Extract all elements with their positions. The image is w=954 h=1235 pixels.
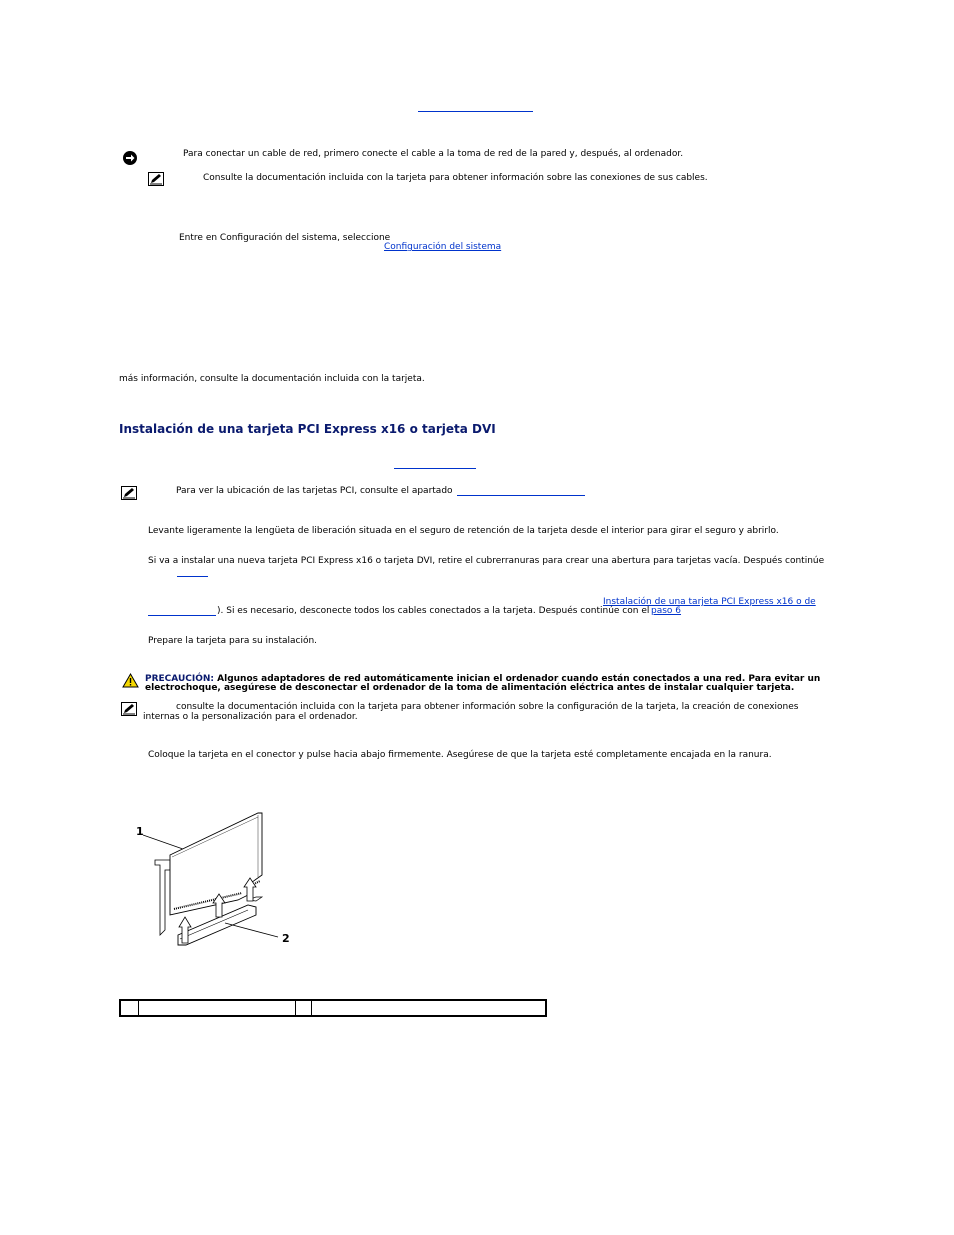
replace-card-link-cont[interactable]: [148, 615, 216, 616]
note-pencil-icon: [121, 702, 137, 716]
note-location-text: Para ver la ubicación de las tarjetas PCI, consulte el apartado: [176, 486, 453, 496]
replace-card-link[interactable]: Instalación de una tarjeta PCI Express x16 o de: [603, 597, 816, 607]
section-title: Instalación de una tarjeta PCI Express x16 o tarjeta DVI: [119, 422, 496, 436]
figure-callout-2: 2: [282, 932, 290, 945]
note-config-line2: internas o la personalización para el ordenador.: [143, 712, 358, 722]
card-installation-figure: [130, 805, 300, 955]
caution-line2: electrochoque, asegúrese de desconectar el ordenador de la toma de alimentación eléctrica antes de instalar cualquier tarjeta.: [145, 683, 795, 693]
figure-legend-table: [119, 999, 547, 1017]
note-config-line1: consulte la documentación incluida con la tarjeta para obtener información sobre la configuración de la tarjeta, la creación de conexiones: [176, 702, 799, 712]
system-setup-link[interactable]: Configuración del sistema: [384, 242, 502, 252]
top-link[interactable]: [418, 111, 533, 112]
legend-label-2: [312, 1000, 547, 1016]
step-prepare: Prepare la tarjeta para su instalación.: [148, 636, 318, 646]
caution-label: PRECAUCIÓN:: [145, 674, 215, 684]
note-cables-text: Consulte la documentación incluida con la tarjeta para obtener información sobre las conexiones de sus cables.: [203, 173, 708, 183]
caution-text-1: Algunos adaptadores de red automáticamente inician el ordenador cuando están conectados a una red. Para evitar un: [217, 674, 821, 684]
paso-6-link[interactable]: paso 6: [651, 606, 682, 616]
legend-number-1: [120, 1000, 139, 1016]
note-pencil-icon: [121, 486, 137, 500]
more-info-text: más información, consulte la documentación incluida con la tarjeta.: [119, 374, 425, 384]
step-lift-tab: Levante ligeramente la lengüeta de liberación situada en el seguro de retención de la tarjeta desde el interior para girar el seguro y abrirlo.: [148, 526, 779, 536]
section-link[interactable]: [394, 468, 476, 469]
note-network-text: Para conectar un cable de red, primero conecte el cable a la toma de red de la pared y, después, al ordenador.: [183, 149, 684, 159]
legend-label-1: [139, 1000, 296, 1016]
note-pencil-icon: [148, 172, 164, 186]
step-link[interactable]: [177, 576, 208, 577]
table-row: [120, 1000, 546, 1016]
setup-text: Entre en Configuración del sistema, seleccione: [179, 233, 391, 243]
caution-icon: [122, 673, 139, 688]
step-new-card: Si va a instalar una nueva tarjeta PCI Express x16 o tarjeta DVI, retire el cubrerranuras para crear una abertura para tarjetas vacía. Después continúe: [148, 556, 825, 566]
legend-number-2: [296, 1000, 312, 1016]
notice-icon: [122, 150, 138, 166]
step-place: Coloque la tarjeta en el conector y pulse hacia abajo firmemente. Asegúrese de que la tarjeta esté completamente encajada en la ranura.: [148, 750, 772, 760]
location-link[interactable]: [457, 495, 585, 496]
step-replace-text: ). Si es necesario, desconecte todos los cables conectados a la tarjeta. Después continúe con el: [217, 606, 650, 616]
figure-callout-1: 1: [136, 825, 144, 838]
